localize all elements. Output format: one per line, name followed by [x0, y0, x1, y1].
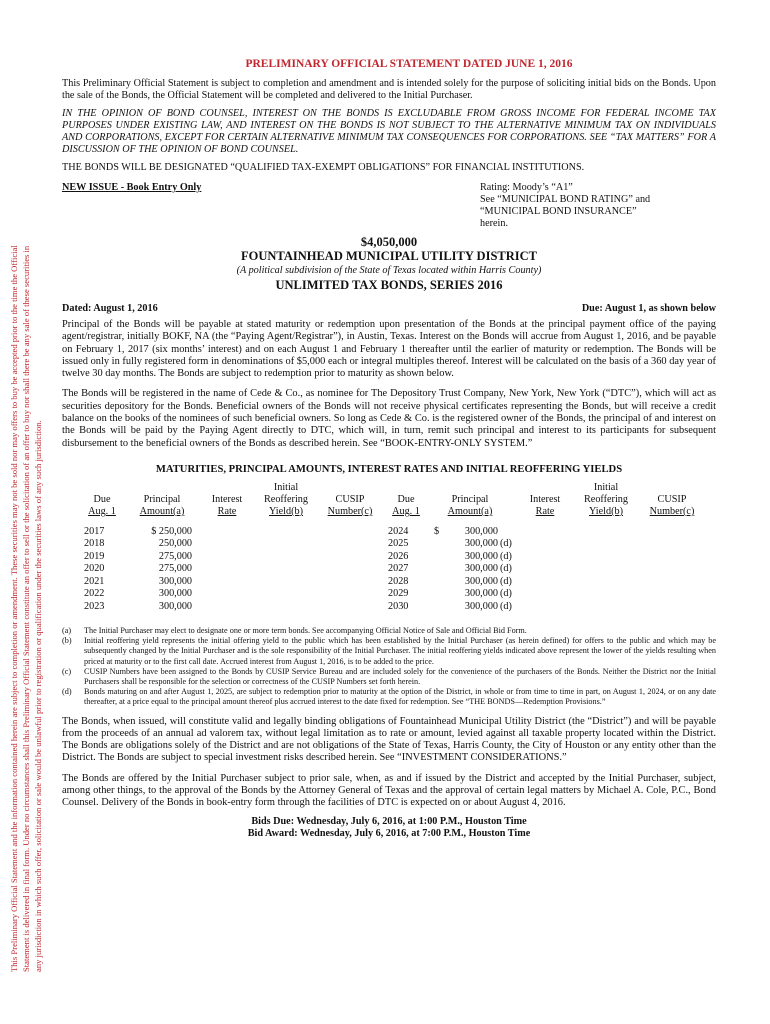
- principal-paragraph: Principal of the Bonds will be payable at stated maturity or redemption upon presentation of the Bonds at the principal payment office of the paying agent/registrar, initially BOKF, NA (the “Paying Agent/Registrar”), in Austin, Texas. Interest on the Bonds will accrue from August 1, 2016, and be payable on February 1, 2017 (six months’ interest) and on each August 1 and February 1 thereafter until the earlier of maturity or redemption. The Bonds will be issued only in fully registered form in denominations of $5,000 each or integral multiples thereof. Interest will be calculated on the basis of a 360 day year of twelve 30 day months. The Bonds are subject to redemption prior to maturity as shown below.: [62, 319, 716, 380]
- reoffering-column-right: [575, 482, 637, 518]
- footnote-text: The Initial Purchaser may elect to designate one or more term bonds. See accompanying Official Notice of Sale and Official Bid Form.: [84, 625, 527, 635]
- maturity-year: 2017: [84, 525, 105, 537]
- footnote-key: (b): [62, 636, 72, 646]
- issue-row: [62, 182, 716, 230]
- bid-award: Bid Award: Wednesday, July 6, 2016, at 7:00 P.M., Houston Time: [247, 827, 531, 839]
- principal-amount: 300,000: [158, 575, 192, 587]
- maturity-note: (d): [500, 563, 512, 575]
- new-issue-label: NEW ISSUE - Book Entry Only: [62, 182, 202, 193]
- bond-series: UNLIMITED TAX BONDS, SERIES 2016: [275, 278, 503, 292]
- maturity-year: 2018: [84, 538, 105, 550]
- intro-paragraph: This Preliminary Official Statement is subject to completion and amendment and is intended solely for the purpose of soliciting initial bids on the Bonds. Upon the sale of the Bonds, the Official Statement will be completed and delivered to the Initial Purchaser.: [62, 78, 716, 101]
- maturity-note: (d): [500, 575, 512, 587]
- maturity-year: 2027: [388, 563, 409, 575]
- header-amount: Amount(a): [139, 505, 185, 517]
- maturity-note: (d): [500, 600, 512, 612]
- footnote: [62, 636, 716, 667]
- maturity-note: [500, 526, 520, 539]
- footnote: [62, 687, 716, 707]
- side-legend-line: This Preliminary Official Statement and the information contained herein are subject to completion or amendment. These securities may not be sold nor may offers to buy be accepted prior to the time the Official: [9, 245, 19, 972]
- document-title: PRELIMINARY OFFICIAL STATEMENT DATED JUNE 1, 2016: [245, 58, 573, 70]
- header-rate: Rate: [535, 505, 555, 517]
- maturities-table: [62, 482, 716, 622]
- obligations-paragraph: The Bonds, when issued, will constitute valid and legally binding obligations of Fountainhead Municipal Utility District (the “District”) and will be payable from the proceeds of an annual ad valorem tax, without legal limitation as to rate or amount, levied against all taxable property located within the District. The Bonds are obligations solely of the District and are not obligations of the State of Texas, Harris County, the City of Houston or any entity other than the District. The Bonds are subject to special investment risks described herein. See “INVESTMENT CONSIDERATIONS.”: [62, 715, 716, 764]
- rating-line: herein.: [480, 218, 509, 229]
- principal-column-left: [132, 482, 192, 614]
- header-due: Due: [397, 493, 415, 505]
- dollar-sign: $: [434, 525, 440, 537]
- principal-amount: 300,000: [464, 575, 498, 587]
- cusip-column-left: [322, 482, 378, 518]
- header-due: Due: [93, 493, 111, 505]
- header-amount: Amount(a): [447, 505, 493, 517]
- designation-paragraph: THE BONDS WILL BE DESIGNATED “QUALIFIED TAX-EXEMPT OBLIGATIONS” FOR FINANCIAL INSTITUTIONS.: [62, 162, 585, 173]
- cusip-column-right: [642, 482, 702, 518]
- bids-block: [62, 816, 716, 840]
- header-yield: Yield(b): [269, 505, 303, 517]
- maturity-year: 2019: [84, 550, 105, 562]
- header-initial: Initial: [273, 481, 299, 493]
- footnote-key: (a): [62, 625, 72, 635]
- due-label: Due: August 1, as shown below: [581, 303, 716, 314]
- principal-amount: $ 250,000: [151, 525, 192, 537]
- rating-block: [480, 182, 716, 230]
- rating-line: See “MUNICIPAL BOND RATING” and: [480, 194, 651, 205]
- principal-amount: 300,000: [464, 525, 498, 537]
- header-principal: Principal: [143, 493, 181, 505]
- maturity-year: 2025: [388, 538, 409, 550]
- tax-opinion-paragraph: IN THE OPINION OF BOND COUNSEL, INTEREST ON THE BONDS IS EXCLUDABLE FROM GROSS INCOME FOR FEDERAL INCOME TAX PURPOSES UNDER EXISTING LAW, AND INTEREST ON THE BONDS IS NOT SUBJECT TO THE ALTERNATIVE MINIMUM TAX ON INDIVIDUALS AND CORPORATIONS, EXCEPT FOR CERTAIN ALTERNATIVE MINIMUM TAX CONSEQUENCES FOR CORPORATIONS. SEE “TAX MATTERS” FOR A DISCUSSION OF THE OPINION OF BOND COUNSEL.: [62, 108, 716, 155]
- maturity-year: 2026: [388, 550, 409, 562]
- footnote-key: (c): [62, 666, 72, 676]
- reoffering-column-left: [255, 482, 317, 518]
- due-column-right: [388, 482, 424, 614]
- side-legend: [0, 0, 56, 1024]
- maturity-year: 2028: [388, 575, 409, 587]
- maturity-year: 2021: [84, 575, 105, 587]
- maturity-note: (d): [500, 588, 512, 600]
- principal-amount: 300,000: [464, 563, 498, 575]
- principal-amount: 300,000: [464, 600, 498, 612]
- note-column-right: [500, 482, 520, 614]
- rating-line: “MUNICIPAL BOND INSURANCE”: [480, 206, 637, 217]
- header-interest: Interest: [529, 493, 561, 505]
- header-initial: Initial: [593, 481, 619, 493]
- principal-amount: 300,000: [464, 550, 498, 562]
- registration-paragraph: The Bonds will be registered in the name of Cede & Co., as nominee for The Depository Trust Company, New York, New York (“DTC”), which will act as securities depository for the Bonds. Beneficial owners of the Bonds will not receive physical certificates representing the Bonds, but will receive a credit balance on the books of the nominees of such beneficial owners. So long as Cede & Co. is the registered owner of the Bonds, the principal of and interest on the Bonds will be paid by the Paying Agent directly to DTC, which will, in turn, remit such principal and interest to its participants for subsequent disbursement to the beneficial owners of the Bonds as described herein. See “BOOK-ENTRY-ONLY SYSTEM.”: [62, 388, 716, 449]
- maturity-year: 2030: [388, 600, 409, 612]
- maturity-year: 2023: [84, 600, 105, 612]
- offering-paragraph: The Bonds are offered by the Initial Purchaser subject to prior sale, when, as and if issued by the District and accepted by the Initial Purchaser, subject, among other things, to the approval of the Bonds by the Attorney General of Texas and the approval of certain legal matters by Michael A. Cole, P.C., Bond Counsel. Delivery of the Bonds in book-entry form through the facilities of DTC is expected on or about August 4, 2016.: [62, 772, 716, 809]
- header-interest: Interest: [211, 493, 243, 505]
- interest-column-left: [202, 482, 252, 518]
- header-aug: Aug. 1: [392, 505, 420, 517]
- maturity-year: 2020: [84, 563, 105, 575]
- footnote: [62, 667, 716, 687]
- footnote-key: (d): [62, 687, 72, 697]
- principal-amount: 300,000: [464, 538, 498, 550]
- principal-amount: 300,000: [464, 588, 498, 600]
- principal-amount: 250,000: [158, 538, 192, 550]
- maturity-year: 2022: [84, 588, 105, 600]
- bids-due: Bids Due: Wednesday, July 6, 2016, at 1:00 P.M., Houston Time: [251, 815, 527, 827]
- bond-amount: $4,050,000: [360, 235, 418, 249]
- side-legend-text: [8, 62, 44, 972]
- principal-amount: 275,000: [158, 563, 192, 575]
- dated-label: Dated: August 1, 2016: [62, 303, 158, 314]
- side-legend-line: Statement is delivered in final form. Under no circumstances shall this Preliminary Official Statement constitute an offer to sell or the solicitation of an offer to buy nor shall there be any sale of these securities in: [21, 245, 31, 972]
- principal-column-right: [442, 482, 498, 614]
- rating-line: Rating: Moody’s “A1”: [480, 182, 573, 193]
- principal-amount: 300,000: [158, 588, 192, 600]
- maturity-note: (d): [500, 538, 512, 550]
- header-reoffering: Reoffering: [264, 493, 308, 505]
- header-aug: Aug. 1: [88, 505, 116, 517]
- header-cusip: CUSIP: [335, 493, 365, 505]
- principal-amount: 275,000: [158, 550, 192, 562]
- interest-column-right: [520, 482, 570, 518]
- header-reoffering: Reoffering: [584, 493, 628, 505]
- maturity-year: 2024: [388, 525, 409, 537]
- footnote: [62, 626, 716, 636]
- document-page: [62, 58, 716, 840]
- due-column-left: [84, 482, 120, 614]
- header-principal: Principal: [451, 493, 489, 505]
- maturities-title: MATURITIES, PRINCIPAL AMOUNTS, INTEREST RATES AND INITIAL REOFFERING YIELDS: [155, 463, 623, 475]
- header-yield: Yield(b): [589, 505, 623, 517]
- principal-amount: 300,000: [158, 600, 192, 612]
- district-subdivision: (A political subdivision of the State of Texas located within Harris County): [236, 265, 542, 276]
- footnote-text: Bonds maturing on and after August 1, 2025, are subject to redemption prior to maturity at the option of the District, in whole or from time to time in part, on August 1, 2024, or on any date thereafter, at a price equal to the principal amount thereof plus accrued interest to the date fixed for redemption. See “THE BONDS—Redemption Provisions.”: [84, 687, 716, 707]
- header-number: Number(c): [327, 505, 373, 517]
- dated-row: [62, 303, 716, 315]
- maturity-year: 2029: [388, 588, 409, 600]
- side-legend-line: any jurisdiction in which such offer, solicitation or sale would be unlawful prior to registration or qualification under the securities laws of any such jurisdiction.: [33, 420, 43, 972]
- footnote-text: CUSIP Numbers have been assigned to the Bonds by CUSIP Service Bureau and are included solely for the convenience of the purchasers of the Bonds. Neither the District nor the Initial Purchasers shall be responsible for the selection or correctness of the CUSIP Numbers set forth herein.: [84, 666, 716, 686]
- header-cusip: CUSIP: [657, 493, 687, 505]
- header-number: Number(c): [649, 505, 695, 517]
- district-name: FOUNTAINHEAD MUNICIPAL UTILITY DISTRICT: [241, 249, 537, 263]
- footnote-text: Initial reoffering yield represents the initial offering yield to the public which has been established by the Initial Purchaser (as herein defined) for offers to the public and which may be subsequently changed by the Initial Purchaser and is the sole responsibility of the Initial Purchaser. The initial reoffering yields indicated above represent the lower of the yields resulting when priced at maturity or to the first call date. Accrued interest from August 1, 2016, is to be added to the price.: [84, 636, 716, 666]
- maturity-note: (d): [500, 550, 512, 562]
- header-rate: Rate: [217, 505, 237, 517]
- footnotes: [62, 626, 716, 708]
